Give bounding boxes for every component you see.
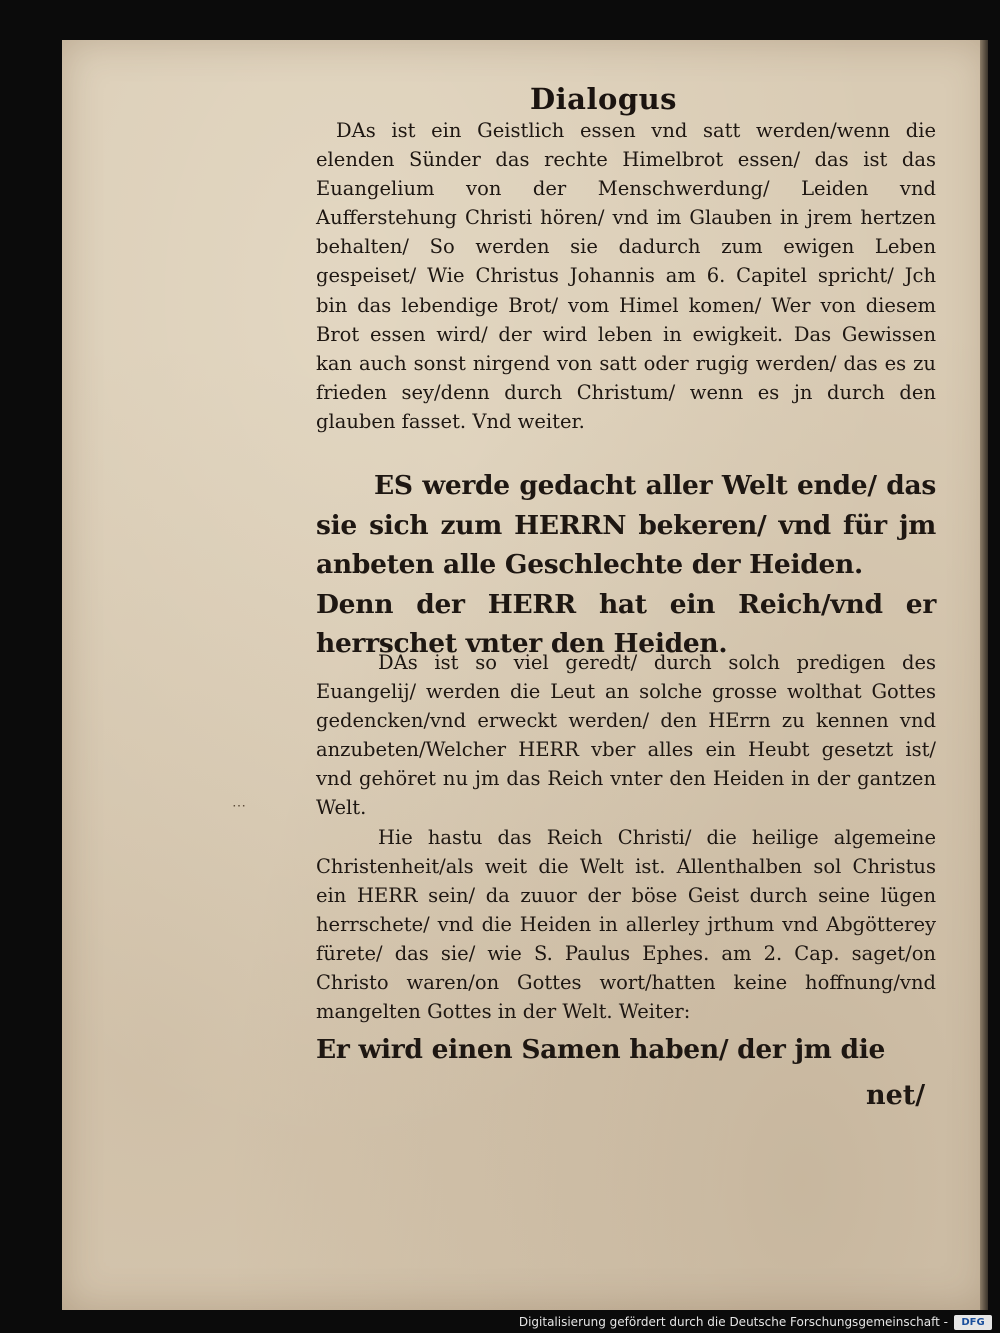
psalm-verse: ES werde gedacht aller Welt ende/ das sie sich zum HERRN bekeren/ vnd für jm anbeten alle Geschlechte der Heiden. bbox=[316, 470, 936, 580]
dfg-logo: DFG bbox=[954, 1315, 992, 1330]
psalm-verse: Er wird einen Samen haben/ der jm die bbox=[316, 1034, 886, 1066]
text-block-1 bbox=[316, 116, 936, 436]
footer-credit: Digitalisierung gefördert durch die Deutsche Forschungsgemeinschaft - bbox=[518, 1315, 948, 1329]
footer-bar bbox=[0, 1312, 1000, 1333]
psalm-verse: Denn der HERR hat ein Reich/vnd er herrschet vnter den Heiden. bbox=[316, 588, 936, 659]
commentary-paragraph: Hie hastu das Reich Christi/ die heilige algemeine Christenheit/als weit die Welt ist. Allenthalben sol Christus ein HERR sein/ da zuuor der böse Geist durch seine lügen herrschete/ vnd die Heiden in allerley jrthum vnd Abgötterey fürete/ das sie/ wie S. Paulus Ephes. am 2. Cap. saget/on Christo waren/on Gottes wort/hatten keine hoffnung/vnd mangelten Gottes in der Welt. Weiter: bbox=[316, 825, 936, 1024]
text-block-3 bbox=[316, 648, 936, 1070]
commentary-paragraph: DAs ist ein Geistlich essen vnd satt werden/wenn die elenden Sünder das rechte Himelbrot essen/ das ist das Euangelium von der Menschwerdung/ Leiden vnd Aufferstehung Christi hören/ vnd im Glauben in jrem hertzen behalten/ So werden sie dadurch zum ewigen Leben gespeiset/ Wie Christus Johannis am 6. Capitel spricht/ Jch bin das lebendige Brot/ vom Himel komen/ Wer von diesem Brot essen wird/ der wird leben in ewigkeit. Das Gewissen kan auch sonst nirgend von satt oder rugig werden/ das es zu frieden sey/denn durch Christum/ wenn es jn durch den glauben fasset. Vnd weiter. bbox=[316, 119, 936, 433]
catchword: net/ bbox=[866, 1080, 926, 1111]
text-block-2 bbox=[316, 466, 936, 664]
commentary-paragraph: DAs ist so viel geredt/ durch solch predigen des Euangelij/ werden die Leut an solche grosse wolthat Gottes gedencken/vnd erweckt werden/ den HErrn zu kennen vnd anzubeten/Welcher HERR vber alles ein Heubt gesetzt ist/ vnd gehöret nu jm das Reich vnter den Heiden in der gantzen Welt. bbox=[316, 651, 936, 820]
page-edge-shadow bbox=[980, 40, 988, 1310]
margin-mark: ⋯ bbox=[232, 798, 246, 814]
running-head: Dialogus bbox=[530, 82, 678, 116]
